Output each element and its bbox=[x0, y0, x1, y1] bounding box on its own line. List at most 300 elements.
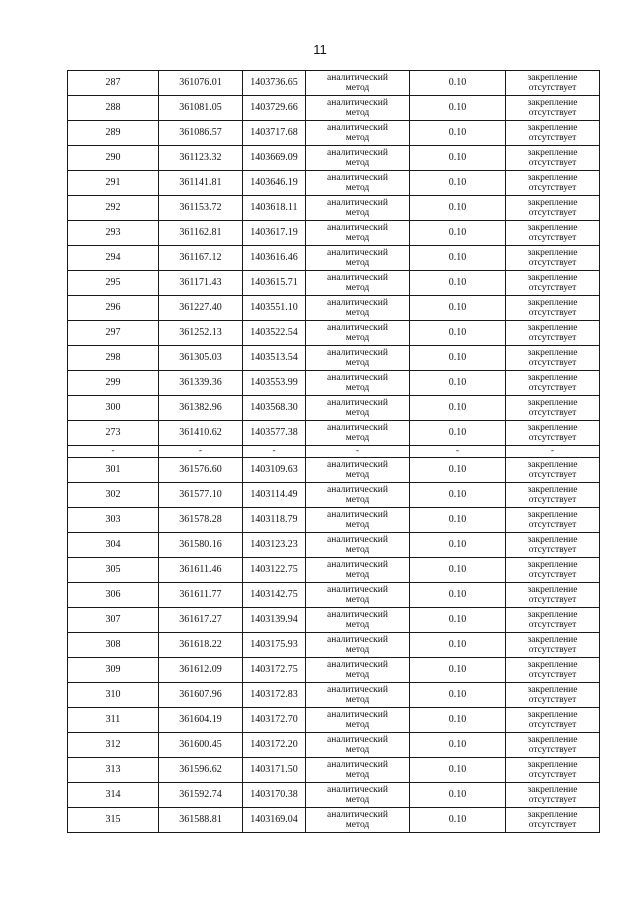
accuracy-cell: 0.10 bbox=[410, 608, 506, 633]
method-line-1: аналитический bbox=[327, 810, 388, 820]
fixation-cell bbox=[506, 608, 600, 633]
fixation-cell bbox=[506, 808, 600, 833]
fixation-line-1: закрепление bbox=[527, 98, 578, 108]
fixation-line-2: отсутствует bbox=[528, 595, 577, 605]
table-row bbox=[68, 346, 600, 371]
fixation-cell bbox=[506, 221, 600, 246]
accuracy-cell: 0.10 bbox=[410, 346, 506, 371]
fixation-line-1: закрепление bbox=[527, 460, 578, 470]
x-coordinate-cell: 361171.43 bbox=[159, 271, 243, 296]
x-coordinate-cell: 361611.77 bbox=[159, 583, 243, 608]
y-coordinate-cell: 1403172.20 bbox=[243, 733, 306, 758]
method-line-1: аналитический bbox=[327, 660, 388, 670]
point-number-cell: 296 bbox=[68, 296, 159, 321]
y-coordinate-cell: 1403522.54 bbox=[243, 321, 306, 346]
y-coordinate-cell: 1403615.71 bbox=[243, 271, 306, 296]
method-line-2: метод bbox=[345, 183, 370, 193]
method-cell bbox=[306, 483, 410, 508]
fixation-cell bbox=[506, 558, 600, 583]
fixation-line-2: отсутствует bbox=[528, 183, 577, 193]
method-cell bbox=[306, 558, 410, 583]
fixation-line-1: закрепление bbox=[527, 298, 578, 308]
method-cell bbox=[306, 683, 410, 708]
method-line-2: метод bbox=[345, 308, 370, 318]
coordinates-table bbox=[67, 70, 600, 833]
method-line-2: метод bbox=[345, 645, 370, 655]
point-number-cell: 313 bbox=[68, 758, 159, 783]
x-coordinate-cell: 361123.32 bbox=[159, 146, 243, 171]
point-number-cell: 291 bbox=[68, 171, 159, 196]
separator-method-cell: - bbox=[306, 446, 410, 458]
table-row bbox=[68, 608, 600, 633]
y-coordinate-cell: 1403553.99 bbox=[243, 371, 306, 396]
y-coordinate-cell: 1403122.75 bbox=[243, 558, 306, 583]
method-cell bbox=[306, 121, 410, 146]
method-line-2: метод bbox=[345, 520, 370, 530]
method-cell bbox=[306, 533, 410, 558]
point-number-cell: 299 bbox=[68, 371, 159, 396]
y-coordinate-cell: 1403142.75 bbox=[243, 583, 306, 608]
x-coordinate-cell: 361600.45 bbox=[159, 733, 243, 758]
accuracy-cell: 0.10 bbox=[410, 221, 506, 246]
table-row bbox=[68, 583, 600, 608]
method-cell bbox=[306, 708, 410, 733]
x-coordinate-cell: 361081.05 bbox=[159, 96, 243, 121]
y-coordinate-cell: 1403568.30 bbox=[243, 396, 306, 421]
table-row bbox=[68, 533, 600, 558]
separator-num-cell: - bbox=[68, 446, 159, 458]
fixation-cell bbox=[506, 683, 600, 708]
accuracy-cell: 0.10 bbox=[410, 321, 506, 346]
point-number-cell: 302 bbox=[68, 483, 159, 508]
fixation-cell bbox=[506, 421, 600, 446]
x-coordinate-cell: 361578.28 bbox=[159, 508, 243, 533]
point-number-cell: 312 bbox=[68, 733, 159, 758]
table-row bbox=[68, 96, 600, 121]
y-coordinate-cell: 1403172.70 bbox=[243, 708, 306, 733]
point-number-cell: 300 bbox=[68, 396, 159, 421]
y-coordinate-cell: 1403109.63 bbox=[243, 458, 306, 483]
method-line-2: метод bbox=[345, 233, 370, 243]
table-row bbox=[68, 396, 600, 421]
method-line-1: аналитический bbox=[327, 348, 388, 358]
fixation-line-1: закрепление bbox=[527, 323, 578, 333]
method-cell bbox=[306, 458, 410, 483]
fixation-line-2: отсутствует bbox=[528, 383, 577, 393]
x-coordinate-cell: 361617.27 bbox=[159, 608, 243, 633]
table-row bbox=[68, 421, 600, 446]
fixation-line-2: отсутствует bbox=[528, 233, 577, 243]
method-line-1: аналитический bbox=[327, 423, 388, 433]
table-row bbox=[68, 658, 600, 683]
fixation-cell bbox=[506, 71, 600, 96]
table-row bbox=[68, 808, 600, 833]
accuracy-cell: 0.10 bbox=[410, 458, 506, 483]
point-number-cell: 290 bbox=[68, 146, 159, 171]
separator-y-cell: - bbox=[243, 446, 306, 458]
method-line-1: аналитический bbox=[327, 735, 388, 745]
fixation-cell bbox=[506, 346, 600, 371]
accuracy-cell: 0.10 bbox=[410, 558, 506, 583]
x-coordinate-cell: 361592.74 bbox=[159, 783, 243, 808]
method-line-2: метод bbox=[345, 158, 370, 168]
fixation-line-2: отсутствует bbox=[528, 520, 577, 530]
fixation-line-2: отсутствует bbox=[528, 570, 577, 580]
method-line-2: метод bbox=[345, 383, 370, 393]
accuracy-cell: 0.10 bbox=[410, 708, 506, 733]
table-row bbox=[68, 121, 600, 146]
table-row bbox=[68, 271, 600, 296]
y-coordinate-cell: 1403170.38 bbox=[243, 783, 306, 808]
point-number-cell: 289 bbox=[68, 121, 159, 146]
separator-x-cell: - bbox=[159, 446, 243, 458]
x-coordinate-cell: 361153.72 bbox=[159, 196, 243, 221]
table-row bbox=[68, 246, 600, 271]
fixation-line-1: закрепление bbox=[527, 398, 578, 408]
fixation-line-2: отсутствует bbox=[528, 158, 577, 168]
method-line-1: аналитический bbox=[327, 485, 388, 495]
y-coordinate-cell: 1403617.19 bbox=[243, 221, 306, 246]
accuracy-cell: 0.10 bbox=[410, 246, 506, 271]
y-coordinate-cell: 1403172.75 bbox=[243, 658, 306, 683]
method-cell bbox=[306, 371, 410, 396]
point-number-cell: 311 bbox=[68, 708, 159, 733]
accuracy-cell: 0.10 bbox=[410, 396, 506, 421]
method-cell bbox=[306, 808, 410, 833]
fixation-cell bbox=[506, 321, 600, 346]
method-line-2: метод bbox=[345, 83, 370, 93]
accuracy-cell: 0.10 bbox=[410, 296, 506, 321]
point-number-cell: 305 bbox=[68, 558, 159, 583]
fixation-cell bbox=[506, 783, 600, 808]
fixation-line-2: отсутствует bbox=[528, 433, 577, 443]
point-number-cell: 295 bbox=[68, 271, 159, 296]
method-cell bbox=[306, 221, 410, 246]
method-line-2: метод bbox=[345, 470, 370, 480]
fixation-line-1: закрепление bbox=[527, 123, 578, 133]
y-coordinate-cell: 1403172.83 bbox=[243, 683, 306, 708]
fixation-line-1: закрепление bbox=[527, 760, 578, 770]
method-cell bbox=[306, 658, 410, 683]
fixation-line-1: закрепление bbox=[527, 635, 578, 645]
x-coordinate-cell: 361076.01 bbox=[159, 71, 243, 96]
x-coordinate-cell: 361339.36 bbox=[159, 371, 243, 396]
separator-accuracy-cell: - bbox=[410, 446, 506, 458]
y-coordinate-cell: 1403123.23 bbox=[243, 533, 306, 558]
method-line-1: аналитический bbox=[327, 760, 388, 770]
x-coordinate-cell: 361162.81 bbox=[159, 221, 243, 246]
table-row bbox=[68, 783, 600, 808]
point-number-cell: 315 bbox=[68, 808, 159, 833]
x-coordinate-cell: 361577.10 bbox=[159, 483, 243, 508]
accuracy-cell: 0.10 bbox=[410, 683, 506, 708]
y-coordinate-cell: 1403175.93 bbox=[243, 633, 306, 658]
method-line-1: аналитический bbox=[327, 123, 388, 133]
method-line-1: аналитический bbox=[327, 635, 388, 645]
point-number-cell: 303 bbox=[68, 508, 159, 533]
method-line-1: аналитический bbox=[327, 248, 388, 258]
method-line-1: аналитический bbox=[327, 173, 388, 183]
method-line-2: метод bbox=[345, 570, 370, 580]
method-line-1: аналитический bbox=[327, 685, 388, 695]
point-number-cell: 288 bbox=[68, 96, 159, 121]
table-row bbox=[68, 483, 600, 508]
x-coordinate-cell: 361580.16 bbox=[159, 533, 243, 558]
fixation-line-1: закрепление bbox=[527, 248, 578, 258]
method-line-2: метод bbox=[345, 258, 370, 268]
method-line-2: метод bbox=[345, 208, 370, 218]
table-row bbox=[68, 296, 600, 321]
table-row bbox=[68, 196, 600, 221]
point-number-cell: 307 bbox=[68, 608, 159, 633]
method-cell bbox=[306, 508, 410, 533]
method-line-2: метод bbox=[345, 283, 370, 293]
fixation-line-2: отсутствует bbox=[528, 258, 577, 268]
y-coordinate-cell: 1403171.50 bbox=[243, 758, 306, 783]
fixation-cell bbox=[506, 758, 600, 783]
fixation-line-1: закрепление bbox=[527, 610, 578, 620]
table-row bbox=[68, 708, 600, 733]
fixation-line-2: отсутствует bbox=[528, 645, 577, 655]
method-line-2: метод bbox=[345, 358, 370, 368]
method-line-2: метод bbox=[345, 770, 370, 780]
fixation-line-1: закрепление bbox=[527, 735, 578, 745]
accuracy-cell: 0.10 bbox=[410, 783, 506, 808]
method-cell bbox=[306, 608, 410, 633]
fixation-line-1: закрепление bbox=[527, 148, 578, 158]
method-line-1: аналитический bbox=[327, 510, 388, 520]
y-coordinate-cell: 1403114.49 bbox=[243, 483, 306, 508]
fixation-cell bbox=[506, 121, 600, 146]
accuracy-cell: 0.10 bbox=[410, 96, 506, 121]
fixation-line-2: отсутствует bbox=[528, 333, 577, 343]
point-number-cell: 308 bbox=[68, 633, 159, 658]
y-coordinate-cell: 1403618.11 bbox=[243, 196, 306, 221]
y-coordinate-cell: 1403118.79 bbox=[243, 508, 306, 533]
fixation-line-2: отсутствует bbox=[528, 208, 577, 218]
fixation-cell bbox=[506, 246, 600, 271]
table-row bbox=[68, 558, 600, 583]
method-cell bbox=[306, 633, 410, 658]
x-coordinate-cell: 361618.22 bbox=[159, 633, 243, 658]
point-number-cell: 309 bbox=[68, 658, 159, 683]
fixation-line-1: закрепление bbox=[527, 485, 578, 495]
fixation-cell bbox=[506, 508, 600, 533]
method-line-1: аналитический bbox=[327, 785, 388, 795]
fixation-line-2: отсутствует bbox=[528, 695, 577, 705]
x-coordinate-cell: 361252.13 bbox=[159, 321, 243, 346]
method-cell bbox=[306, 146, 410, 171]
accuracy-cell: 0.10 bbox=[410, 271, 506, 296]
accuracy-cell: 0.10 bbox=[410, 483, 506, 508]
method-cell bbox=[306, 421, 410, 446]
y-coordinate-cell: 1403729.66 bbox=[243, 96, 306, 121]
method-cell bbox=[306, 271, 410, 296]
method-line-1: аналитический bbox=[327, 460, 388, 470]
y-coordinate-cell: 1403646.19 bbox=[243, 171, 306, 196]
method-line-2: метод bbox=[345, 670, 370, 680]
table-row bbox=[68, 758, 600, 783]
method-line-2: метод bbox=[345, 620, 370, 630]
method-line-2: метод bbox=[345, 495, 370, 505]
fixation-line-2: отсутствует bbox=[528, 133, 577, 143]
accuracy-cell: 0.10 bbox=[410, 733, 506, 758]
fixation-cell bbox=[506, 583, 600, 608]
method-line-1: аналитический bbox=[327, 560, 388, 570]
separator-row bbox=[68, 446, 600, 458]
y-coordinate-cell: 1403139.94 bbox=[243, 608, 306, 633]
x-coordinate-cell: 361576.60 bbox=[159, 458, 243, 483]
method-line-1: аналитический bbox=[327, 98, 388, 108]
fixation-line-2: отсутствует bbox=[528, 108, 577, 118]
accuracy-cell: 0.10 bbox=[410, 508, 506, 533]
method-line-1: аналитический bbox=[327, 585, 388, 595]
method-line-1: аналитический bbox=[327, 73, 388, 83]
y-coordinate-cell: 1403169.04 bbox=[243, 808, 306, 833]
point-number-cell: 292 bbox=[68, 196, 159, 221]
fixation-line-2: отсутствует bbox=[528, 745, 577, 755]
fixation-cell bbox=[506, 658, 600, 683]
fixation-line-1: закрепление bbox=[527, 710, 578, 720]
method-line-1: аналитический bbox=[327, 298, 388, 308]
method-line-2: метод bbox=[345, 795, 370, 805]
method-cell bbox=[306, 321, 410, 346]
method-cell bbox=[306, 96, 410, 121]
fixation-line-1: закрепление bbox=[527, 810, 578, 820]
y-coordinate-cell: 1403669.09 bbox=[243, 146, 306, 171]
y-coordinate-cell: 1403551.10 bbox=[243, 296, 306, 321]
point-number-cell: 310 bbox=[68, 683, 159, 708]
fixation-line-1: закрепление bbox=[527, 198, 578, 208]
method-line-1: аналитический bbox=[327, 398, 388, 408]
fixation-cell bbox=[506, 458, 600, 483]
table-row bbox=[68, 633, 600, 658]
fixation-line-2: отсутствует bbox=[528, 670, 577, 680]
fixation-line-2: отсутствует bbox=[528, 770, 577, 780]
x-coordinate-cell: 361410.62 bbox=[159, 421, 243, 446]
point-number-cell: 306 bbox=[68, 583, 159, 608]
x-coordinate-cell: 361382.96 bbox=[159, 396, 243, 421]
fixation-line-2: отсутствует bbox=[528, 820, 577, 830]
method-line-2: метод bbox=[345, 108, 370, 118]
fixation-cell bbox=[506, 96, 600, 121]
method-line-1: аналитический bbox=[327, 710, 388, 720]
method-cell bbox=[306, 296, 410, 321]
table-row bbox=[68, 171, 600, 196]
fixation-line-1: закрепление bbox=[527, 585, 578, 595]
accuracy-cell: 0.10 bbox=[410, 171, 506, 196]
y-coordinate-cell: 1403616.46 bbox=[243, 246, 306, 271]
point-number-cell: 297 bbox=[68, 321, 159, 346]
table-row bbox=[68, 733, 600, 758]
fixation-line-2: отсутствует bbox=[528, 358, 577, 368]
x-coordinate-cell: 361611.46 bbox=[159, 558, 243, 583]
fixation-cell bbox=[506, 633, 600, 658]
fixation-line-1: закрепление bbox=[527, 685, 578, 695]
y-coordinate-cell: 1403736.65 bbox=[243, 71, 306, 96]
fixation-line-1: закрепление bbox=[527, 223, 578, 233]
fixation-cell bbox=[506, 533, 600, 558]
x-coordinate-cell: 361141.81 bbox=[159, 171, 243, 196]
fixation-cell bbox=[506, 271, 600, 296]
page-number: 11 bbox=[313, 42, 327, 57]
fixation-line-2: отсутствует bbox=[528, 283, 577, 293]
y-coordinate-cell: 1403717.68 bbox=[243, 121, 306, 146]
fixation-cell bbox=[506, 171, 600, 196]
accuracy-cell: 0.10 bbox=[410, 371, 506, 396]
accuracy-cell: 0.10 bbox=[410, 146, 506, 171]
method-line-2: метод bbox=[345, 695, 370, 705]
fixation-line-2: отсутствует bbox=[528, 495, 577, 505]
x-coordinate-cell: 361607.96 bbox=[159, 683, 243, 708]
separator-fix-cell: - bbox=[506, 446, 600, 458]
method-cell bbox=[306, 171, 410, 196]
point-number-cell: 298 bbox=[68, 346, 159, 371]
fixation-line-1: закрепление bbox=[527, 423, 578, 433]
accuracy-cell: 0.10 bbox=[410, 533, 506, 558]
fixation-cell bbox=[506, 196, 600, 221]
method-cell bbox=[306, 783, 410, 808]
table-row bbox=[68, 371, 600, 396]
method-line-1: аналитический bbox=[327, 610, 388, 620]
table-row bbox=[68, 321, 600, 346]
fixation-line-2: отсутствует bbox=[528, 620, 577, 630]
coordinates-table-body bbox=[68, 71, 600, 833]
method-cell bbox=[306, 396, 410, 421]
fixation-line-1: закрепление bbox=[527, 560, 578, 570]
x-coordinate-cell: 361227.40 bbox=[159, 296, 243, 321]
method-line-2: метод bbox=[345, 408, 370, 418]
accuracy-cell: 0.10 bbox=[410, 583, 506, 608]
x-coordinate-cell: 361588.81 bbox=[159, 808, 243, 833]
method-line-2: метод bbox=[345, 433, 370, 443]
method-line-2: метод bbox=[345, 745, 370, 755]
fixation-line-1: закрепление bbox=[527, 510, 578, 520]
fixation-cell bbox=[506, 146, 600, 171]
method-line-2: метод bbox=[345, 333, 370, 343]
method-line-2: метод bbox=[345, 720, 370, 730]
accuracy-cell: 0.10 bbox=[410, 71, 506, 96]
method-line-2: метод bbox=[345, 820, 370, 830]
point-number-cell: 273 bbox=[68, 421, 159, 446]
method-cell bbox=[306, 71, 410, 96]
table-row bbox=[68, 458, 600, 483]
fixation-line-2: отсутствует bbox=[528, 470, 577, 480]
x-coordinate-cell: 361086.57 bbox=[159, 121, 243, 146]
point-number-cell: 314 bbox=[68, 783, 159, 808]
accuracy-cell: 0.10 bbox=[410, 196, 506, 221]
x-coordinate-cell: 361167.12 bbox=[159, 246, 243, 271]
accuracy-cell: 0.10 bbox=[410, 758, 506, 783]
fixation-cell bbox=[506, 296, 600, 321]
accuracy-cell: 0.10 bbox=[410, 421, 506, 446]
fixation-line-1: закрепление bbox=[527, 785, 578, 795]
method-cell bbox=[306, 758, 410, 783]
table-row bbox=[68, 221, 600, 246]
x-coordinate-cell: 361305.03 bbox=[159, 346, 243, 371]
method-cell bbox=[306, 196, 410, 221]
fixation-line-2: отсутствует bbox=[528, 408, 577, 418]
accuracy-cell: 0.10 bbox=[410, 658, 506, 683]
fixation-line-1: закрепление bbox=[527, 173, 578, 183]
table-row bbox=[68, 146, 600, 171]
method-cell bbox=[306, 583, 410, 608]
method-line-2: метод bbox=[345, 595, 370, 605]
fixation-cell bbox=[506, 708, 600, 733]
x-coordinate-cell: 361612.09 bbox=[159, 658, 243, 683]
method-line-1: аналитический bbox=[327, 223, 388, 233]
fixation-cell bbox=[506, 396, 600, 421]
